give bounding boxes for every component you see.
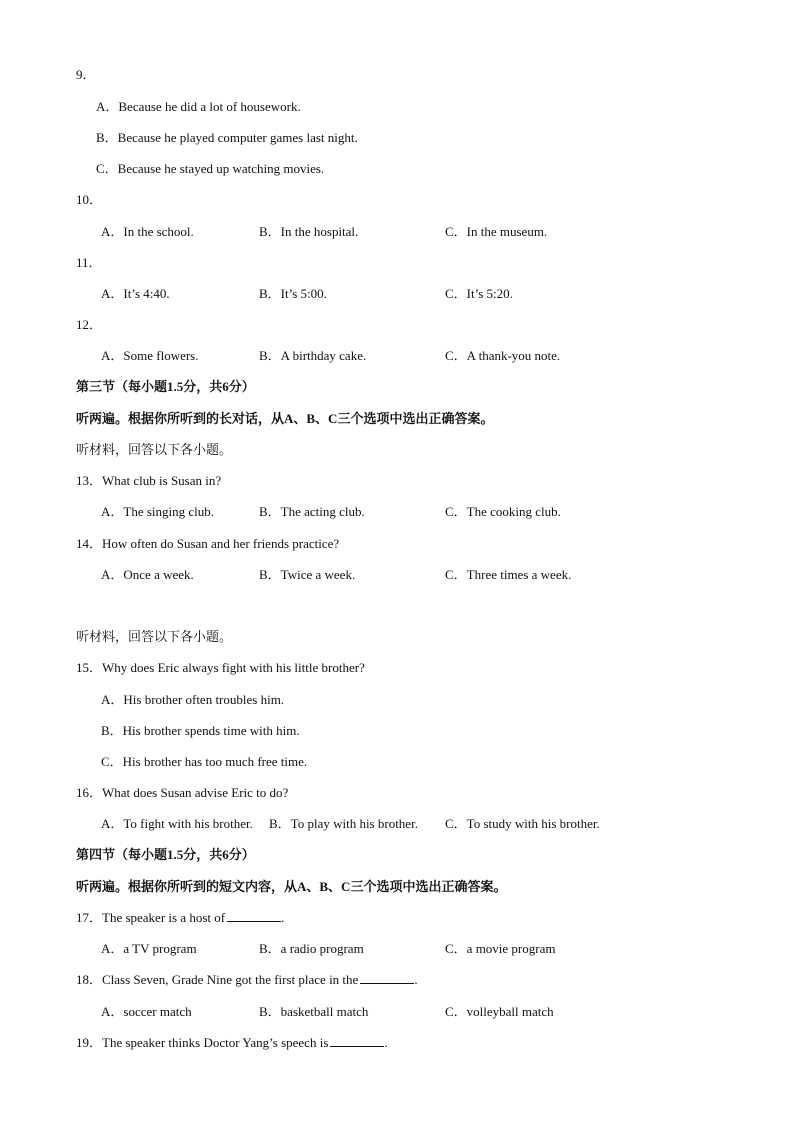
section-3-instruction: 听两遍。根据你所听到的长对话，从A、B、C三个选项中选出正确答案。 bbox=[76, 411, 494, 426]
question-10-option-c: C．In the museum. bbox=[445, 224, 548, 239]
material-prompt-2: 听材料，回答以下各小题。 bbox=[76, 629, 233, 644]
section-4-title: 第四节（每小题1.5分，共6分） bbox=[76, 847, 255, 862]
question-19-stem-end: . bbox=[384, 1035, 388, 1050]
question-13-option-b: B．The acting club. bbox=[259, 504, 365, 519]
question-17-stem-end: . bbox=[281, 910, 285, 925]
question-18-stem-text: 18．Class Seven, Grade Nine got the first place in the bbox=[76, 972, 359, 987]
question-12-option-a: A．Some flowers. bbox=[101, 348, 199, 363]
question-16-option-b: B．To play with his brother. bbox=[269, 816, 418, 831]
question-9-number: 9． bbox=[76, 67, 96, 82]
answer-blank bbox=[330, 1035, 384, 1047]
question-16-option-c: C．To study with his brother. bbox=[445, 816, 600, 831]
question-18-option-a: A．soccer match bbox=[101, 1004, 192, 1019]
question-15-option-b: B．His brother spends time with him. bbox=[101, 723, 300, 738]
question-15-option-a: A．His brother often troubles him. bbox=[101, 692, 285, 707]
question-18-option-b: B．basketball match bbox=[259, 1004, 369, 1019]
question-10-option-a: A．In the school. bbox=[101, 224, 194, 239]
question-12-option-c: C．A thank-you note. bbox=[445, 348, 561, 363]
material-prompt-1: 听材料，回答以下各小题。 bbox=[76, 442, 233, 457]
question-14-option-b: B．Twice a week. bbox=[259, 567, 356, 582]
question-10-option-b: B．In the hospital. bbox=[259, 224, 359, 239]
question-11-option-c: C．It’s 5:20. bbox=[445, 286, 513, 301]
question-11-option-b: B．It’s 5:00. bbox=[259, 286, 327, 301]
question-10-number: 10． bbox=[76, 192, 103, 207]
question-19-stem bbox=[76, 1035, 388, 1051]
question-19-stem-text: 19．The speaker thinks Doctor Yang’s speech is bbox=[76, 1035, 329, 1050]
question-9-option-a: A．Because he did a lot of housework. bbox=[96, 99, 301, 114]
question-14-option-c: C．Three times a week. bbox=[445, 567, 572, 582]
question-15-option-c: C．His brother has too much free time. bbox=[101, 754, 308, 769]
question-13-option-c: C．The cooking club. bbox=[445, 504, 561, 519]
question-15-stem: 15．Why does Eric always fight with his little brother? bbox=[76, 660, 365, 675]
question-18-stem bbox=[76, 972, 418, 988]
question-12-number: 12． bbox=[76, 317, 103, 332]
question-17-option-b: B．a radio program bbox=[259, 941, 364, 956]
section-3-title: 第三节（每小题1.5分，共6分） bbox=[76, 379, 255, 394]
question-14-option-a: A．Once a week. bbox=[101, 567, 194, 582]
question-17-stem-text: 17．The speaker is a host of bbox=[76, 910, 226, 925]
question-11-option-a: A．It’s 4:40. bbox=[101, 286, 170, 301]
question-12-option-b: B．A birthday cake. bbox=[259, 348, 367, 363]
question-13-option-a: A．The singing club. bbox=[101, 504, 215, 519]
answer-blank bbox=[227, 910, 281, 922]
question-17-option-a: A．a TV program bbox=[101, 941, 197, 956]
question-16-option-a: A．To fight with his brother. bbox=[101, 816, 253, 831]
question-11-number: 11． bbox=[76, 255, 102, 270]
question-14-stem: 14．How often do Susan and her friends practice? bbox=[76, 536, 340, 551]
answer-blank bbox=[360, 972, 414, 984]
question-9-option-c: C．Because he stayed up watching movies. bbox=[96, 161, 325, 176]
question-13-stem: 13．What club is Susan in? bbox=[76, 473, 222, 488]
question-17-stem bbox=[76, 910, 284, 926]
question-18-option-c: C．volleyball match bbox=[445, 1004, 554, 1019]
question-16-stem: 16．What does Susan advise Eric to do? bbox=[76, 785, 289, 800]
section-4-instruction: 听两遍。根据你所听到的短文内容，从A、B、C三个选项中选出正确答案。 bbox=[76, 879, 507, 894]
question-17-option-c: C．a movie program bbox=[445, 941, 556, 956]
question-9-option-b: B．Because he played computer games last night. bbox=[96, 130, 358, 145]
question-18-stem-end: . bbox=[414, 972, 418, 987]
